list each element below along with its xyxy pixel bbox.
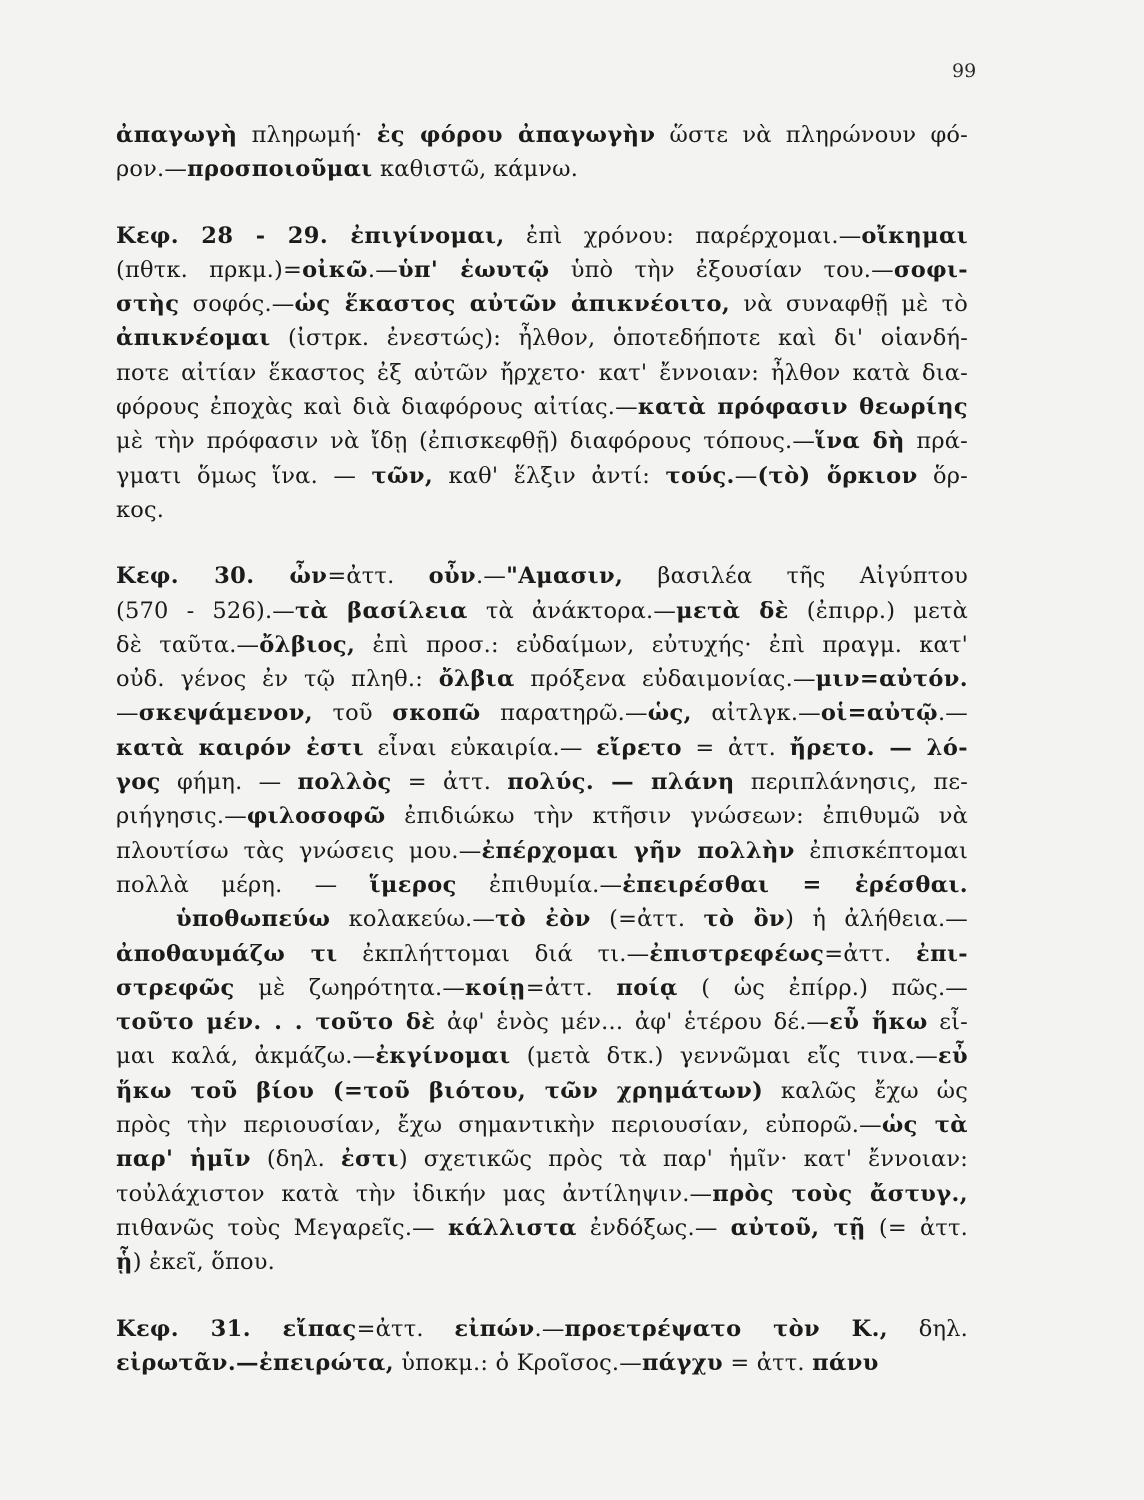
- text-line: [116, 287, 968, 321]
- headword: πολύς. — πλάνη: [507, 769, 735, 796]
- headword: οἱ=αὐτῷ: [820, 700, 938, 727]
- gloss-text: =ἀττ.: [356, 1315, 455, 1342]
- headword: εἴρετο: [596, 734, 682, 761]
- gloss-text: ) ἐκεῖ, ὅπου.: [132, 1249, 275, 1276]
- gloss-text: =ἀττ.: [525, 974, 617, 1001]
- text-line: [116, 493, 968, 527]
- headword: τὸ ἐὸν: [495, 906, 591, 933]
- gloss-text: ἐκπλήττομαι διά τι.—: [337, 940, 650, 967]
- text-line: [116, 971, 968, 1005]
- text-line: [116, 118, 968, 152]
- headword: τῶν,: [371, 462, 434, 489]
- gloss-text: ὑπὸ τὴν ἐξουσίαν του.—: [549, 256, 894, 283]
- gloss-text: .—: [476, 563, 507, 590]
- gloss-text: ὑποκμ.: ὁ Κροῖσος.—: [393, 1349, 642, 1376]
- headword: οὖν: [428, 563, 477, 590]
- headword: ἐς φόρου ἀπαγωγὴν: [376, 122, 656, 148]
- gloss-text: μὲ τὴν πρόφασιν νὰ ἴδῃ (ἐπισκεφθῇ) διαφόρους τόπους.—: [116, 428, 816, 455]
- headword: τούς.: [665, 462, 735, 489]
- gloss-text: τὰ ἀνάκτορα.—: [467, 597, 677, 624]
- text-line: [116, 902, 968, 936]
- gloss-text: μαι καλά, ἀκμάζω.—: [116, 1043, 376, 1070]
- text-line: [116, 765, 968, 799]
- text-line: [116, 731, 968, 765]
- text-line: [116, 152, 968, 186]
- gloss-text: οὐδ. γένος ἐν τῷ πληθ.:: [116, 666, 439, 693]
- gloss-text: αἰτλγκ.—: [691, 700, 821, 727]
- headword: προσποιοῦμαι: [187, 156, 373, 183]
- gloss-text: πρόξενα εὐδαιμονίας.—: [514, 666, 816, 693]
- text-line: [116, 559, 968, 593]
- headword: Κεφ. 28 - 29. ἐπιγίνομαι,: [116, 222, 505, 249]
- gloss-text: (ἐπιρρ.) μετὰ: [788, 597, 969, 624]
- headword: ᾗ: [116, 1249, 133, 1276]
- gloss-text: ( ὡς ἐπίρρ.) πῶς.—: [677, 974, 969, 1001]
- headword: στρεφῶς: [116, 974, 235, 1001]
- text-line: [116, 594, 968, 628]
- gloss-text: ριήγησις.—: [116, 803, 247, 830]
- headword: εἰπών: [454, 1315, 535, 1342]
- text-line: [116, 1346, 968, 1380]
- headword: Κεφ. 31. εἴπας: [116, 1315, 357, 1342]
- gloss-text: ἀφ' ἑνὸς μέν... ἀφ' ἑτέρου δέ.—: [435, 1009, 830, 1036]
- gloss-text: =ἀττ.: [824, 940, 917, 967]
- headword: ἀπαγωγὴ: [116, 122, 238, 148]
- headword: ὡς τὰ: [881, 1112, 968, 1139]
- headword: ὡς,: [647, 700, 692, 727]
- text-line: [116, 356, 968, 390]
- text-line: [116, 1177, 968, 1211]
- headword: στὴς: [116, 291, 180, 318]
- gloss-text: γματι ὅμως ἵνα. —: [116, 462, 372, 489]
- gloss-text: κολακεύω.—: [330, 906, 496, 933]
- gloss-text: δηλ.: [888, 1315, 968, 1342]
- gloss-text: πιθανῶς τοὺς Μεγαρεῖς.—: [116, 1214, 448, 1241]
- gloss-text: .—: [534, 1315, 565, 1342]
- text-line: [116, 459, 968, 493]
- gloss-text: ἐπὶ προσ.: εὐδαίμων, εὐτυχής· ἐπὶ πραγμ. κατ': [355, 631, 968, 658]
- text-line: [116, 390, 968, 424]
- section-gap: [116, 527, 968, 559]
- text-line: [116, 253, 968, 287]
- gloss-text: ρον.—: [116, 156, 188, 183]
- gloss-text: πρὸς τὴν περιουσίαν, ἔχω σημαντικὴν περιουσίαν, εὐπορῶ.—: [116, 1112, 882, 1139]
- text-line: [116, 868, 968, 902]
- gloss-text: ὅρ-: [917, 462, 968, 489]
- text-line: [116, 834, 968, 868]
- gloss-text: καθ' ἕλξιν ἀντί:: [433, 462, 666, 489]
- gloss-text: ἐπιθυμία.—: [456, 871, 623, 898]
- headword: πρὸς τοὺς ἄστυγ.,: [712, 1180, 968, 1207]
- text-line: [116, 219, 968, 253]
- headword: "Αμασιν,: [506, 563, 624, 590]
- text-line: [116, 1142, 968, 1176]
- text-line: [116, 1211, 968, 1245]
- gloss-text: τοῦ: [312, 700, 393, 727]
- gloss-text: (ἰστρκ. ἐνεστώς): ἦλθον, ὁποτεδήποτε καὶ δι' οἱανδή-: [270, 325, 968, 352]
- text-line: [116, 696, 968, 730]
- gloss-text: δὲ ταῦτα.—: [116, 631, 260, 658]
- gloss-text: μὲ ζωηρότητα.—: [234, 974, 466, 1001]
- gloss-text: ἐνδόξως.—: [576, 1214, 731, 1241]
- headword: Κεφ. 30. ὦν: [116, 563, 328, 590]
- gloss-text: καλῶς ἔχω ὡς: [763, 1077, 968, 1104]
- gloss-text: .—: [937, 700, 968, 727]
- gloss-text: πολλὰ μέρη. —: [116, 871, 370, 898]
- gloss-text: =ἀττ.: [327, 563, 429, 590]
- headword: ὡς ἕκαστος αὐτῶν ἀπικνέοιτο,: [294, 291, 731, 318]
- text-line: [116, 1039, 968, 1073]
- gloss-text: σοφός.—: [179, 291, 295, 318]
- text-line: [116, 1245, 968, 1279]
- gloss-text: φόρους ἐποχὰς καὶ διὰ διαφόρους αἰτίας.—: [116, 394, 638, 421]
- headword: αὐτοῦ, τῇ: [730, 1214, 866, 1241]
- headword: τοῦτο μέν. . . τοῦτο δὲ: [116, 1009, 436, 1036]
- headword: μετὰ δὲ: [676, 597, 789, 624]
- headword: κάλλιστα: [447, 1214, 577, 1241]
- gloss-text: εἶ-: [927, 1009, 968, 1036]
- gloss-text: .—: [367, 256, 398, 283]
- gloss-text: ἐπιδιώκω τὴν κτῆσιν γνώσεων: ἐπιθυμῶ νὰ: [385, 803, 968, 830]
- gloss-text: παρατηρῶ.—: [480, 700, 648, 727]
- gloss-text: φήμη. —: [160, 769, 298, 796]
- gloss-text: = ἀττ.: [722, 1349, 813, 1376]
- gloss-text: (δηλ.: [250, 1146, 341, 1173]
- headword: μιν=αὐτόν.: [815, 666, 969, 693]
- headword: πάνυ: [812, 1349, 879, 1376]
- gloss-text: —: [734, 462, 758, 489]
- gloss-text: ὥστε νὰ πληρώνουν φό-: [655, 122, 968, 148]
- headword: εἰρωτᾶν.—ἐπειρώτα,: [116, 1349, 394, 1376]
- headword: ἐστι: [340, 1146, 399, 1173]
- gloss-text: καθιστῶ, κάμνω.: [372, 156, 579, 183]
- gloss-text: βασιλέα τῆς Αἰγύπτου: [623, 563, 969, 590]
- headword: ἵνα δὴ: [815, 428, 905, 455]
- text-line: [116, 937, 968, 971]
- headword: φιλοσοφῶ: [246, 803, 386, 830]
- section-gap: [116, 1280, 968, 1312]
- headword: γος: [116, 769, 161, 796]
- headword: εὖ ἥκω: [829, 1009, 928, 1036]
- gloss-text: —: [116, 700, 139, 727]
- headword: παρ' ἡμῖν: [116, 1146, 251, 1173]
- headword: ὄλβιος,: [259, 631, 356, 658]
- headword: ἐπιστρεφέως: [649, 940, 825, 967]
- headword: σκοπῶ: [392, 700, 481, 727]
- text-line: [116, 1005, 968, 1039]
- text-line: [116, 1108, 968, 1142]
- text-line: [116, 1074, 968, 1108]
- headword: οἰκῶ: [302, 256, 368, 283]
- text-line: [116, 662, 968, 696]
- text-line: [116, 424, 968, 458]
- gloss-text: ἐπισκέπτομαι: [794, 837, 969, 864]
- text-line: [116, 628, 968, 662]
- gloss-text: πλουτίσω τὰς γνώσεις μου.—: [116, 837, 482, 864]
- headword: ἀπικνέομαι: [116, 325, 271, 352]
- gloss-text: (μετὰ δτκ.) γεννῶμαι εἴς τινα.—: [510, 1043, 938, 1070]
- headword: προετρέψατο τὸν Κ.,: [564, 1315, 889, 1342]
- headword: (τὸ) ὅρκιον: [757, 462, 918, 489]
- gloss-text: κος.: [116, 496, 165, 523]
- headword: ἐπειρέσθαι = ἐρέσθαι.: [622, 871, 968, 898]
- gloss-text: ) ἡ ἀλήθεια.—: [785, 906, 968, 933]
- headword: κατὰ πρόφασιν θεωρίης: [637, 394, 968, 421]
- headword: ἀποθαυμάζω τι: [116, 940, 338, 967]
- headword: τὰ βασίλεια: [295, 597, 468, 624]
- text-line: [116, 1312, 968, 1346]
- gloss-text: πληρωμή·: [237, 122, 377, 148]
- headword: ὑπ' ἑωυτῷ: [397, 256, 550, 283]
- gloss-text: ) σχετικῶς πρὸς τὰ παρ' ἡμῖν· κατ' ἔννοιαν:: [398, 1146, 969, 1173]
- gloss-text: = ἀττ.: [391, 769, 508, 796]
- headword: ἐπι-: [916, 940, 968, 967]
- gloss-text: ἐπὶ χρόνου: παρέρχομαι.—: [504, 222, 862, 249]
- gloss-text: = ἀττ.: [681, 734, 790, 761]
- section-gap: [116, 187, 968, 219]
- headword: κατὰ καιρόν ἐστι: [116, 734, 365, 761]
- headword: σοφι-: [893, 256, 968, 283]
- gloss-text: εἶναι εὐκαιρία.—: [364, 734, 597, 761]
- headword: σκεψάμενον,: [138, 700, 313, 727]
- glossary-text: [116, 118, 968, 1380]
- gloss-text: νὰ συναφθῇ μὲ τὸ: [730, 291, 969, 318]
- headword: πολλὸς: [297, 769, 392, 796]
- gloss-text: (570 - 526).—: [116, 597, 295, 624]
- gloss-text: (=ἀττ.: [590, 906, 704, 933]
- headword: ἤρετο. — λό-: [789, 734, 969, 761]
- gloss-text: (= ἀττ.: [865, 1214, 968, 1241]
- headword: ἐκγίνομαι: [375, 1043, 511, 1070]
- headword: κοίῃ: [465, 974, 526, 1001]
- text-line: [116, 799, 968, 833]
- gloss-text: πρά-: [904, 428, 968, 455]
- page-number: 99: [952, 60, 977, 82]
- gloss-text: περιπλάνησις, πε-: [734, 769, 969, 796]
- headword: ποίᾳ: [616, 974, 678, 1001]
- headword: ἥκω τοῦ βίου (=τοῦ βιότου, τῶν χρημάτων): [116, 1077, 764, 1104]
- headword: ὄλβια: [438, 666, 515, 693]
- gloss-text: (πθτκ. πρκμ.)=: [116, 256, 303, 283]
- headword: οἴκημαι: [861, 222, 968, 249]
- headword: εὖ: [937, 1043, 968, 1070]
- gloss-text: τοὐλάχιστον κατὰ τὴν ἰδικήν μας ἀντίληψιν.—: [116, 1180, 713, 1207]
- headword: ἵμερος: [369, 871, 457, 898]
- headword: τὸ ὂν: [703, 906, 786, 933]
- headword: πάγχυ: [641, 1349, 723, 1376]
- headword: ὑποθωπεύω: [176, 906, 331, 933]
- headword: ἐπέρχομαι γῆν πολλὴν: [481, 837, 795, 864]
- gloss-text: ποτε αἰτίαν ἕκαστος ἐξ αὐτῶν ἤρχετο· κατ' ἔννοιαν: ἦλθον κατὰ δια-: [116, 359, 968, 386]
- text-line: [116, 321, 968, 355]
